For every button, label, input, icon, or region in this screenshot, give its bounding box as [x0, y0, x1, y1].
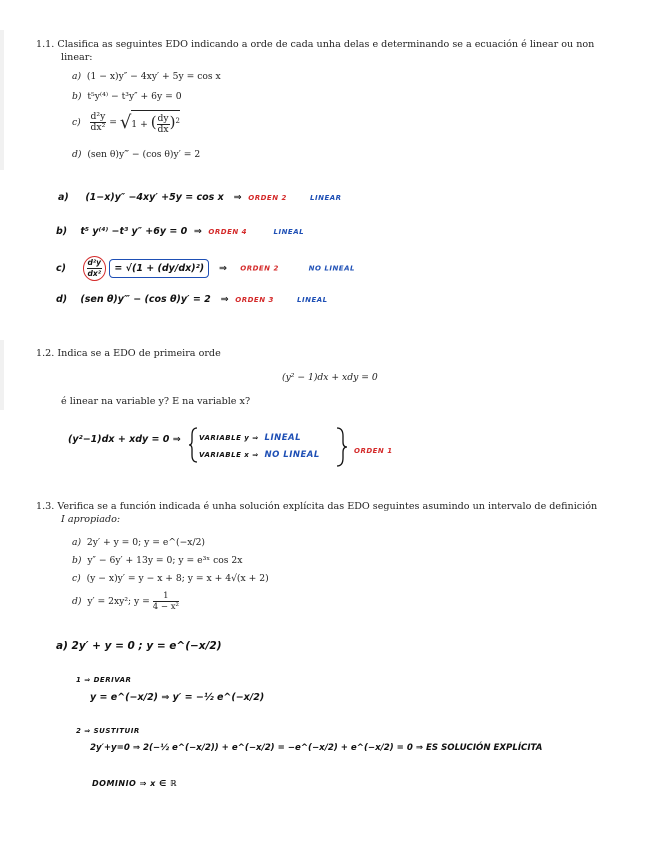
answer-1-2-equation: (y²−1)dx + xdy = 0 ⇒	[68, 434, 181, 445]
exercise-1-3-item-b: b) y″ − 6y′ + 13y = 0; y = e³ˣ cos 2x	[72, 555, 243, 566]
exercise-1-3-title-line1: 1.3. Verifica se a función indicada é unha solución explícita das EDO seguintes asumindo un intervalo de definición	[36, 501, 598, 512]
exercise-1-3-item-d: d) y′ = 2xy²; y = $\frac{1}{\text{4 − x²}}$	[72, 591, 179, 612]
exercise-1-1-title-line2: linear:	[61, 52, 93, 63]
curly-brace-close	[336, 427, 348, 467]
answer-1-2-line1: VARIABLE y ⇒ LINEAL	[199, 433, 302, 443]
answer-1-3-domain: DOMINIO ⇒ x ∈ ℝ	[92, 779, 177, 788]
exercise-1-3-title-line2: I apropiado:	[61, 514, 121, 525]
answer-1-1-a: a) (1−x)y″ −4xy′ +5y = cos x ⇒ ORDEN 2 LINEAR	[58, 192, 342, 203]
answer-1-3-step1-label: 1 ⇒ DERIVAR	[76, 676, 132, 684]
fraction: $\frac{\text{d²y}}{\text{dx²}}$	[90, 111, 106, 133]
exercise-1-1-item-d: d) (sen θ)y‴ − (cos θ)y′ = 2	[72, 149, 201, 160]
answer-1-2-line2: VARIABLE x ⇒ NO LINEAL	[199, 450, 320, 460]
answer-1-3-step2-eq: 2y′+y=0 ⇒ 2(−½ e^(−x/2)) + e^(−x/2) = −e^(−x/2) + e^(−x/2) = 0 ⇒ ES SOLUCIÓN EXPLÍCITA	[90, 743, 543, 753]
exercise-1-3-item-c: c) (y − x)y′ = y − x + 8; y = x + 4√(x + 2)	[72, 573, 269, 584]
exercise-1-2-title: 1.2. Indica se a EDO de primeira orde	[36, 348, 221, 359]
answer-1-3-step2-label: 2 ⇒ SUSTITUIR	[76, 727, 140, 735]
curly-brace-open	[188, 427, 198, 463]
exercise-1-1-title-line1: 1.1. Clasifica as seguintes EDO indicando a orde de cada unha delas e determinando se a ecuación é linear ou non	[36, 39, 595, 50]
answer-1-2-order: ORDEN 1	[354, 447, 393, 455]
answer-1-3-head: a) 2y′ + y = 0 ; y = e^(−x/2)	[56, 640, 222, 652]
answer-1-3-step1-eq: y = e^(−x/2) ⇒ y′ = −½ e^(−x/2)	[90, 692, 265, 703]
answer-1-1-b: b) t⁵ y⁽⁴⁾ −t³ y″ +6y = 0 ⇒ ORDEN 4 LINEAL	[56, 226, 305, 237]
scan-edge	[0, 30, 4, 170]
exercise-1-1-item-b: b) t⁵y⁽⁴⁾ − t³y″ + 6y = 0	[72, 91, 182, 102]
answer-1-1-c: c) $\frac{\text{d²y}}{\text{dx²}}$ = √(1 + (dy/dx)²) ⇒ ORDEN 2 NO LINEAL	[56, 256, 355, 281]
boxed-rhs: = √(1 + (dy/dx)²)	[109, 259, 209, 278]
answer-1-1-d: d) (sen θ)y‴ − (cos θ)y′ = 2 ⇒ ORDEN 3 LINEAL	[56, 294, 328, 305]
exercise-1-3-item-a: a) 2y′ + y = 0; y = e^(−x/2)	[72, 537, 206, 548]
sqrt-sign: √	[119, 112, 132, 133]
scan-edge	[0, 340, 4, 410]
exercise-1-1-item-c: c) $\frac{\text{d²y}}{\text{dx²}}$ = √1 + ( $\frac{dy}{dx}$ )$^2$	[72, 111, 180, 135]
circled-derivative: $\frac{\text{d²y}}{\text{dx²}}$	[83, 256, 107, 281]
exercise-1-2-equation: (y² − 1)dx + xdy = 0	[282, 372, 378, 383]
exercise-1-2-question: é linear na variable y? E na variable x?	[61, 396, 251, 407]
exercise-1-1-item-a: a) (1 − x)y″ − 4xy′ + 5y = cos x	[72, 71, 221, 82]
